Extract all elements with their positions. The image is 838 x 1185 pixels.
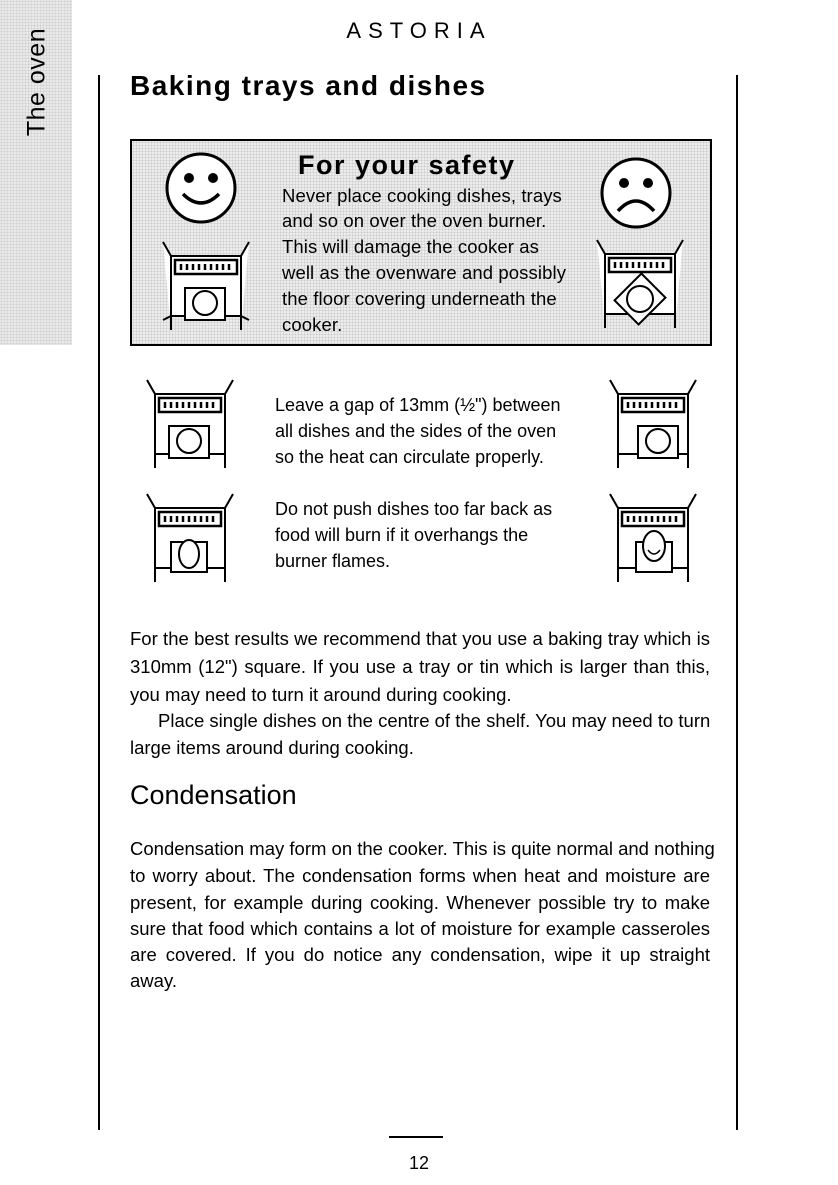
page-title: Baking trays and dishes — [130, 70, 487, 101]
safety-line: This will damage the cooker as — [282, 236, 539, 257]
right-rule — [736, 75, 738, 1130]
oven-correct-icon — [161, 240, 251, 332]
safety-line: well as the ovenware and possibly — [282, 262, 567, 283]
condensation-line: Condensation may form on the cooker. This is quite normal and nothing — [130, 838, 715, 859]
tip-line: Do not push dishes too far back as — [275, 499, 553, 519]
tip-line: all dishes and the sides of the oven — [275, 421, 557, 441]
safety-line: and so on over the oven burner. — [282, 210, 547, 231]
oven-push-correct-icon — [144, 492, 236, 584]
oven-wrong-icon — [595, 238, 685, 330]
condensation-heading: Condensation — [130, 780, 297, 810]
body-line: you may need to turn it around during cooking. — [130, 684, 512, 705]
body-line: large items around during cooking. — [130, 737, 414, 758]
condensation-line: sure that food which contains a lot of moisture for example casseroles — [130, 918, 710, 939]
oven-gap-left-icon — [144, 378, 236, 470]
brand-name: ASTORIA — [346, 18, 492, 43]
safety-heading: For your safety — [298, 150, 516, 180]
body-line: 310mm (12") square. If you use a tray or tin which is larger than this, — [130, 656, 710, 677]
tip-line: burner flames. — [275, 551, 391, 571]
safety-line: Never place cooking dishes, trays — [282, 185, 562, 206]
side-tab — [0, 0, 72, 345]
tip-line: so the heat can circulate properly. — [275, 447, 544, 467]
condensation-line: to worry about. The condensation forms when heat and moisture are — [130, 865, 710, 886]
tip-line: food will burn if it overhangs the — [275, 525, 529, 545]
page-number-rule — [389, 1136, 443, 1138]
sad-face-icon — [598, 155, 674, 231]
happy-face-icon — [163, 150, 239, 226]
side-tab-label: The oven — [22, 27, 51, 137]
oven-gap-right-icon — [607, 378, 699, 470]
page-number: 12 — [408, 1153, 430, 1173]
safety-line: cooker. — [282, 314, 343, 335]
oven-push-wrong-icon — [607, 492, 699, 584]
safety-line: the floor covering underneath the — [282, 288, 557, 309]
condensation-line: present, for example during cooking. Whenever possible try to make — [130, 892, 710, 913]
body-line: Place single dishes on the centre of the shelf. You may need to turn — [158, 710, 711, 731]
left-rule — [98, 75, 100, 1130]
condensation-line: are covered. If you do notice any condensation, wipe it up straight — [130, 944, 710, 965]
body-line: For the best results we recommend that you use a baking tray which is — [130, 628, 710, 649]
condensation-line: away. — [130, 970, 177, 991]
tip-line: Leave a gap of 13mm (½") between — [275, 395, 561, 415]
